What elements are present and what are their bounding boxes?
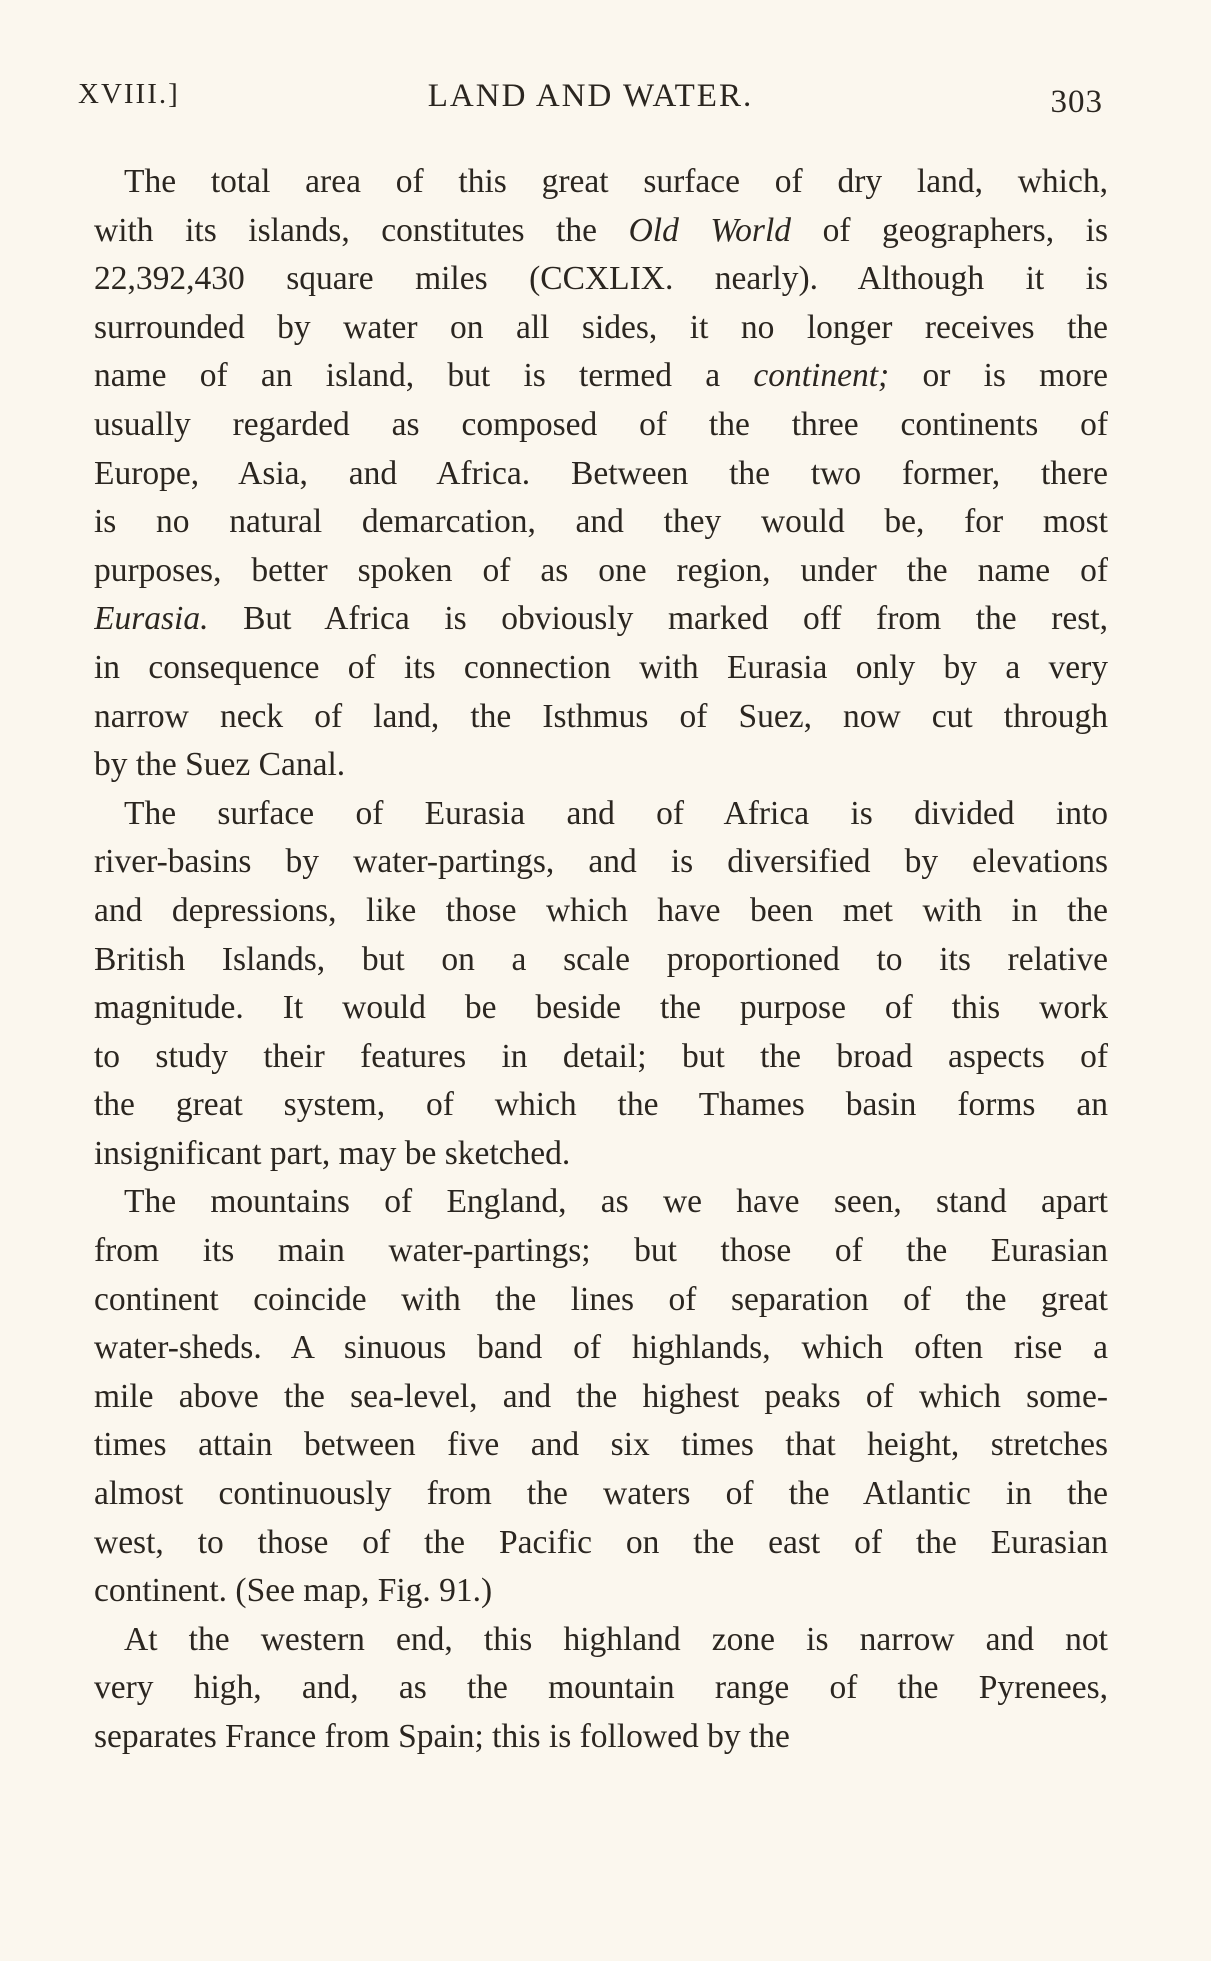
- text-line: [94, 401, 1108, 450]
- text-run: British Islands, but on a scale proportioned to its relative: [94, 940, 1108, 978]
- text-line: [94, 1033, 1108, 1082]
- paragraph: [94, 790, 1108, 1179]
- text-run: west, to those of the Pacific on the east of the Eurasian: [94, 1523, 1108, 1561]
- running-header: [78, 78, 1103, 128]
- text-run: continent. (See map, Fig. 91.): [94, 1572, 493, 1610]
- page-number: 303: [1050, 84, 1103, 120]
- text-line: [94, 887, 1108, 936]
- text-run: surrounded by water on all sides, it no longer receives the: [94, 308, 1108, 346]
- text-line: [94, 207, 1108, 256]
- text-line: [94, 644, 1108, 693]
- text-run: is no natural demarcation, and they would be, for most: [94, 503, 1108, 541]
- text-run: The mountains of England, as we have seen, stand apart: [124, 1183, 1108, 1221]
- text-run: narrow neck of land, the Isthmus of Suez, now cut through: [94, 697, 1108, 735]
- text-line: [94, 1567, 1108, 1616]
- italic-term: continent;: [753, 357, 890, 395]
- text-run: to study their features in detail; but the broad aspects of: [94, 1037, 1108, 1075]
- text-run: from its main water-partings; but those of the Eurasian: [94, 1232, 1108, 1270]
- text-line: [94, 595, 1108, 644]
- text-line: [94, 1616, 1108, 1665]
- text-line: [94, 304, 1108, 353]
- text-line: [94, 1081, 1108, 1130]
- paragraph: [94, 1178, 1108, 1615]
- text-run: separates France from Spain; this is followed by the: [94, 1718, 790, 1755]
- text-run: name of an island, but is termed a: [94, 357, 754, 395]
- text-line: [94, 838, 1108, 887]
- text-line: [94, 1664, 1108, 1713]
- paragraph: [94, 1616, 1108, 1762]
- text-run: But Africa is obviously marked off from the rest,: [208, 600, 1108, 638]
- text-run: 22,392,430 square miles (CCXLIX. nearly). Although it is: [94, 260, 1108, 298]
- running-title: LAND AND WATER.: [427, 78, 754, 114]
- text-run: The total area of this great surface of dry land, which,: [124, 163, 1108, 200]
- text-line: [94, 1519, 1108, 1568]
- text-line: [94, 158, 1108, 207]
- text-line: [94, 1130, 1108, 1179]
- chapter-number: XVIII.]: [78, 78, 180, 110]
- text-run: very high, and, as the mountain range of the Pyrenees,: [94, 1669, 1108, 1707]
- text-run: insignificant part, may be sketched.: [94, 1134, 571, 1172]
- text-run: of geographers, is: [791, 211, 1108, 249]
- text-run: Europe, Asia, and Africa. Between the two former, there: [94, 454, 1108, 492]
- italic-term: Old World: [628, 211, 792, 249]
- text-run: and depressions, like those which have been met with in the: [94, 891, 1108, 929]
- text-run: magnitude. It would be beside the purpose of this work: [94, 989, 1108, 1027]
- text-run: usually regarded as composed of the three continents of: [94, 405, 1108, 443]
- paragraph: [94, 158, 1108, 790]
- text-run: in consequence of its connection with Eurasia only by a very: [94, 648, 1108, 686]
- italic-term: Eurasia.: [94, 600, 209, 638]
- text-run: river-basins by water-partings, and is diversified by elevations: [94, 843, 1108, 881]
- text-body: [94, 158, 1108, 1762]
- text-run: mile above the sea-level, and the highest peaks of which some-: [94, 1377, 1108, 1415]
- text-line: [94, 1227, 1108, 1276]
- text-run: by the Suez Canal.: [94, 746, 346, 784]
- text-line: [94, 741, 1108, 790]
- text-line: [94, 1713, 1108, 1762]
- text-line: [94, 984, 1108, 1033]
- text-run: or is more: [889, 357, 1108, 395]
- text-line: [94, 1421, 1108, 1470]
- text-line: [94, 352, 1108, 401]
- text-line: [94, 498, 1108, 547]
- text-line: [94, 1276, 1108, 1325]
- text-run: with its islands, constitutes the: [94, 211, 629, 249]
- text-run: the great system, of which the Thames basin forms an: [94, 1086, 1108, 1124]
- text-line: [94, 450, 1108, 499]
- text-line: [94, 255, 1108, 304]
- text-line: [94, 936, 1108, 985]
- text-line: [94, 790, 1108, 839]
- text-run: almost continuously from the waters of the Atlantic in the: [94, 1475, 1108, 1513]
- text-line: [94, 1324, 1108, 1373]
- text-line: [94, 1178, 1108, 1227]
- text-line: [94, 547, 1108, 596]
- text-run: The surface of Eurasia and of Africa is divided into: [124, 794, 1108, 832]
- text-line: [94, 693, 1108, 742]
- text-run: continent coincide with the lines of separation of the great: [94, 1280, 1108, 1318]
- text-run: times attain between five and six times that height, stretches: [94, 1426, 1108, 1464]
- text-run: At the western end, this highland zone is narrow and not: [124, 1620, 1108, 1658]
- text-run: purposes, better spoken of as one region, under the name of: [94, 551, 1108, 589]
- text-line: [94, 1470, 1108, 1519]
- text-line: [94, 1373, 1108, 1422]
- text-run: water-sheds. A sinuous band of highlands, which often rise a: [94, 1329, 1108, 1367]
